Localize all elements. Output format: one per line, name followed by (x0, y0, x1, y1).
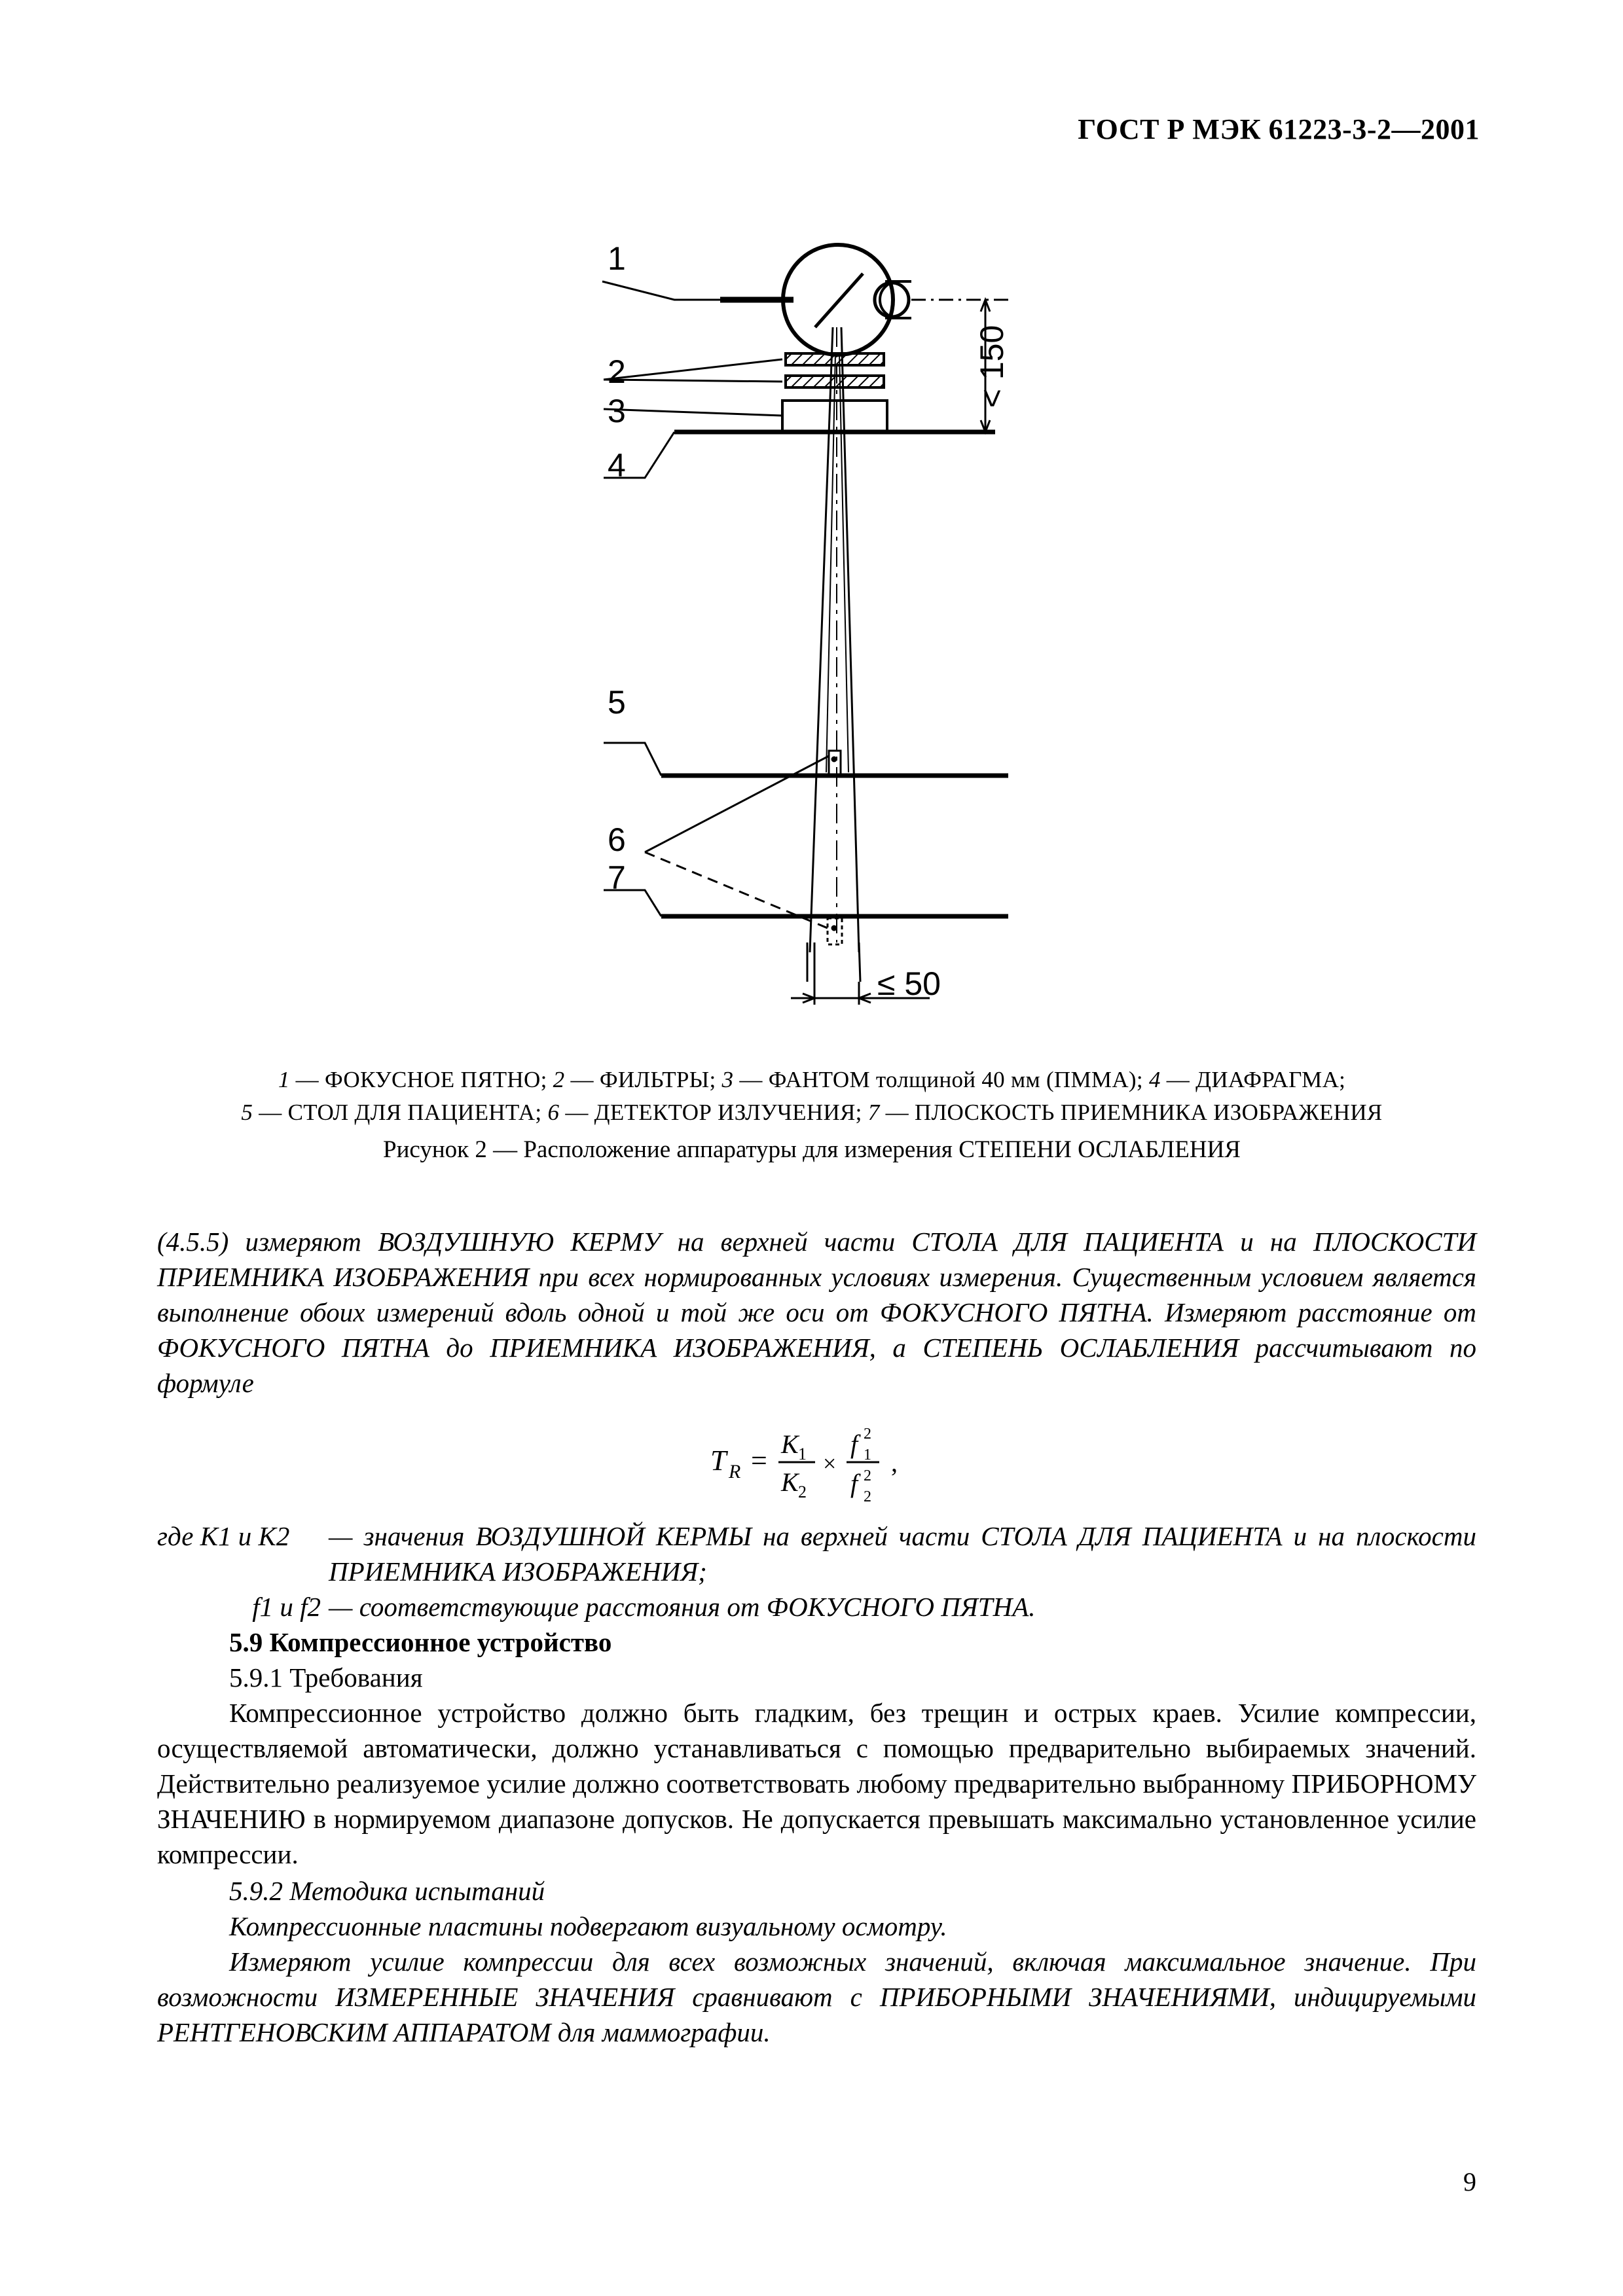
svg-text:2: 2 (864, 1426, 871, 1443)
leader-3 (604, 409, 782, 416)
svg-text:2: 2 (798, 1482, 807, 1501)
leader-1 (602, 281, 720, 300)
formula-lhs: T (710, 1444, 727, 1477)
callout-6: 6 (608, 821, 626, 858)
svg-text:f: f (850, 1429, 858, 1459)
svg-text:1: 1 (864, 1446, 871, 1463)
callout-4: 4 (608, 447, 626, 484)
subsection-5-9-2: 5.9.2 Методика испытаний (229, 1876, 545, 1906)
where-clause-f: f1 и f2 — соответствующие расстояния от ФОКУСНОГО ПЯТНА. (252, 1592, 1036, 1622)
paragraph-measurement-method: (4.5.5) измеряют ВОЗДУШНУЮ КЕРМУ на верхней части СТОЛА ДЛЯ ПАЦИЕНТА и на ПЛОСКОСТИ ПРИЕМНИКА ИЗОБРАЖЕНИЯ при всех нормированных условиях измерения. Существенным условием является выполнение обоих измерений вдоль одной и той же оси от ФОКУСНОГО ПЯТНА. Измеряют расстояние от ФОКУСНОГО ПЯТНА до ПРИЕМНИКА ИЗОБРАЖЕНИЯ, а СТЕПЕНЬ ОСЛАБЛЕНИЯ рассчитывают по формуле (157, 1227, 1476, 1398)
figure-legend-line-2: 5 — СТОЛ ДЛЯ ПАЦИЕНТА; 6 — ДЕТЕКТОР ИЗЛУЧЕНИЯ; 7 — ПЛОСКОСТЬ ПРИЕМНИКА ИЗОБРАЖЕНИЯ (241, 1100, 1383, 1125)
svg-text:1: 1 (798, 1444, 807, 1463)
document-code: ГОСТ Р МЭК 61223-3-2—2001 (1078, 113, 1480, 145)
leader-6a (645, 756, 829, 852)
where-clause-k: где K1 и K2 — значения ВОЗДУШНОЙ КЕРМЫ на верхней части СТОЛА ДЛЯ ПАЦИЕНТА и на плоскости ПРИЕМНИКА ИЗОБРАЖЕНИЯ; (157, 1521, 1476, 1587)
svg-text:2: 2 (864, 1467, 871, 1484)
callout-2: 2 (608, 353, 626, 390)
subsection-5-9-1: 5.9.1 Требования (229, 1662, 423, 1693)
svg-text:R: R (729, 1461, 741, 1482)
svg-text:K: K (781, 1429, 799, 1459)
section-heading-5-9: 5.9 Компрессионное устройство (229, 1627, 612, 1657)
figure-legend-line-1: 1 — ФОКУСНОЕ ПЯТНО; 2 — ФИЛЬТРЫ; 3 — ФАНТОМ толщиной 40 мм (ПММА); 4 — ДИАФРАГМА; (278, 1067, 1346, 1092)
dimension-label-50: ≤ 50 (877, 965, 941, 1002)
paragraph-compression-measurement: Измеряют усилие компрессии для всех возможных значений, включая максимальное значение. При возможности ИЗМЕРЕННЫЕ ЗНАЧЕНИЯ сравнивают с ПРИБОРНЫМИ ЗНАЧЕНИЯМИ, индицируемыми РЕНТГЕНОВСКИМ АППАРАТОМ для маммографии. (157, 1946, 1476, 2047)
svg-text:2: 2 (864, 1488, 871, 1505)
leader-2b (604, 380, 782, 382)
svg-text:,: , (891, 1448, 898, 1477)
leader-2a (604, 359, 782, 380)
dimension-label-150: < 150 (974, 325, 1010, 408)
page-number: 9 (1463, 2167, 1476, 2197)
callout-7: 7 (608, 859, 626, 896)
callout-3: 3 (608, 393, 626, 429)
svg-text:×: × (823, 1450, 837, 1477)
svg-text:=: = (751, 1444, 767, 1477)
paragraph-visual-inspection: Компрессионные пластины подвергают визуальному осмотру. (229, 1911, 947, 1941)
callout-1: 1 (608, 240, 626, 277)
measurement-setup-diagram (0, 0, 1623, 1060)
leader-5 (604, 743, 661, 776)
figure-caption: Рисунок 2 — Расположение аппаратуры для измерения СТЕПЕНИ ОСЛАБЛЕНИЯ (383, 1136, 1241, 1163)
svg-text:f: f (850, 1469, 858, 1498)
callout-5: 5 (608, 684, 626, 721)
svg-text:K: K (781, 1467, 799, 1497)
paragraph-requirements: Компрессионное устройство должно быть гладким, без трещин и острых краев. Усилие компрессии, осуществляемой автоматически, должно устанавливаться с помощью предварительно выбираемых значений. Действительно реализуемое усилие должно соответствовать любому предварительно выбранному ПРИБОРНОМУ ЗНАЧЕНИЮ в нормируемом диапазоне допусков. Не допускается превышать максимально установленное усилие компрессии. (157, 1698, 1476, 1869)
attenuation-formula (710, 1412, 946, 1517)
